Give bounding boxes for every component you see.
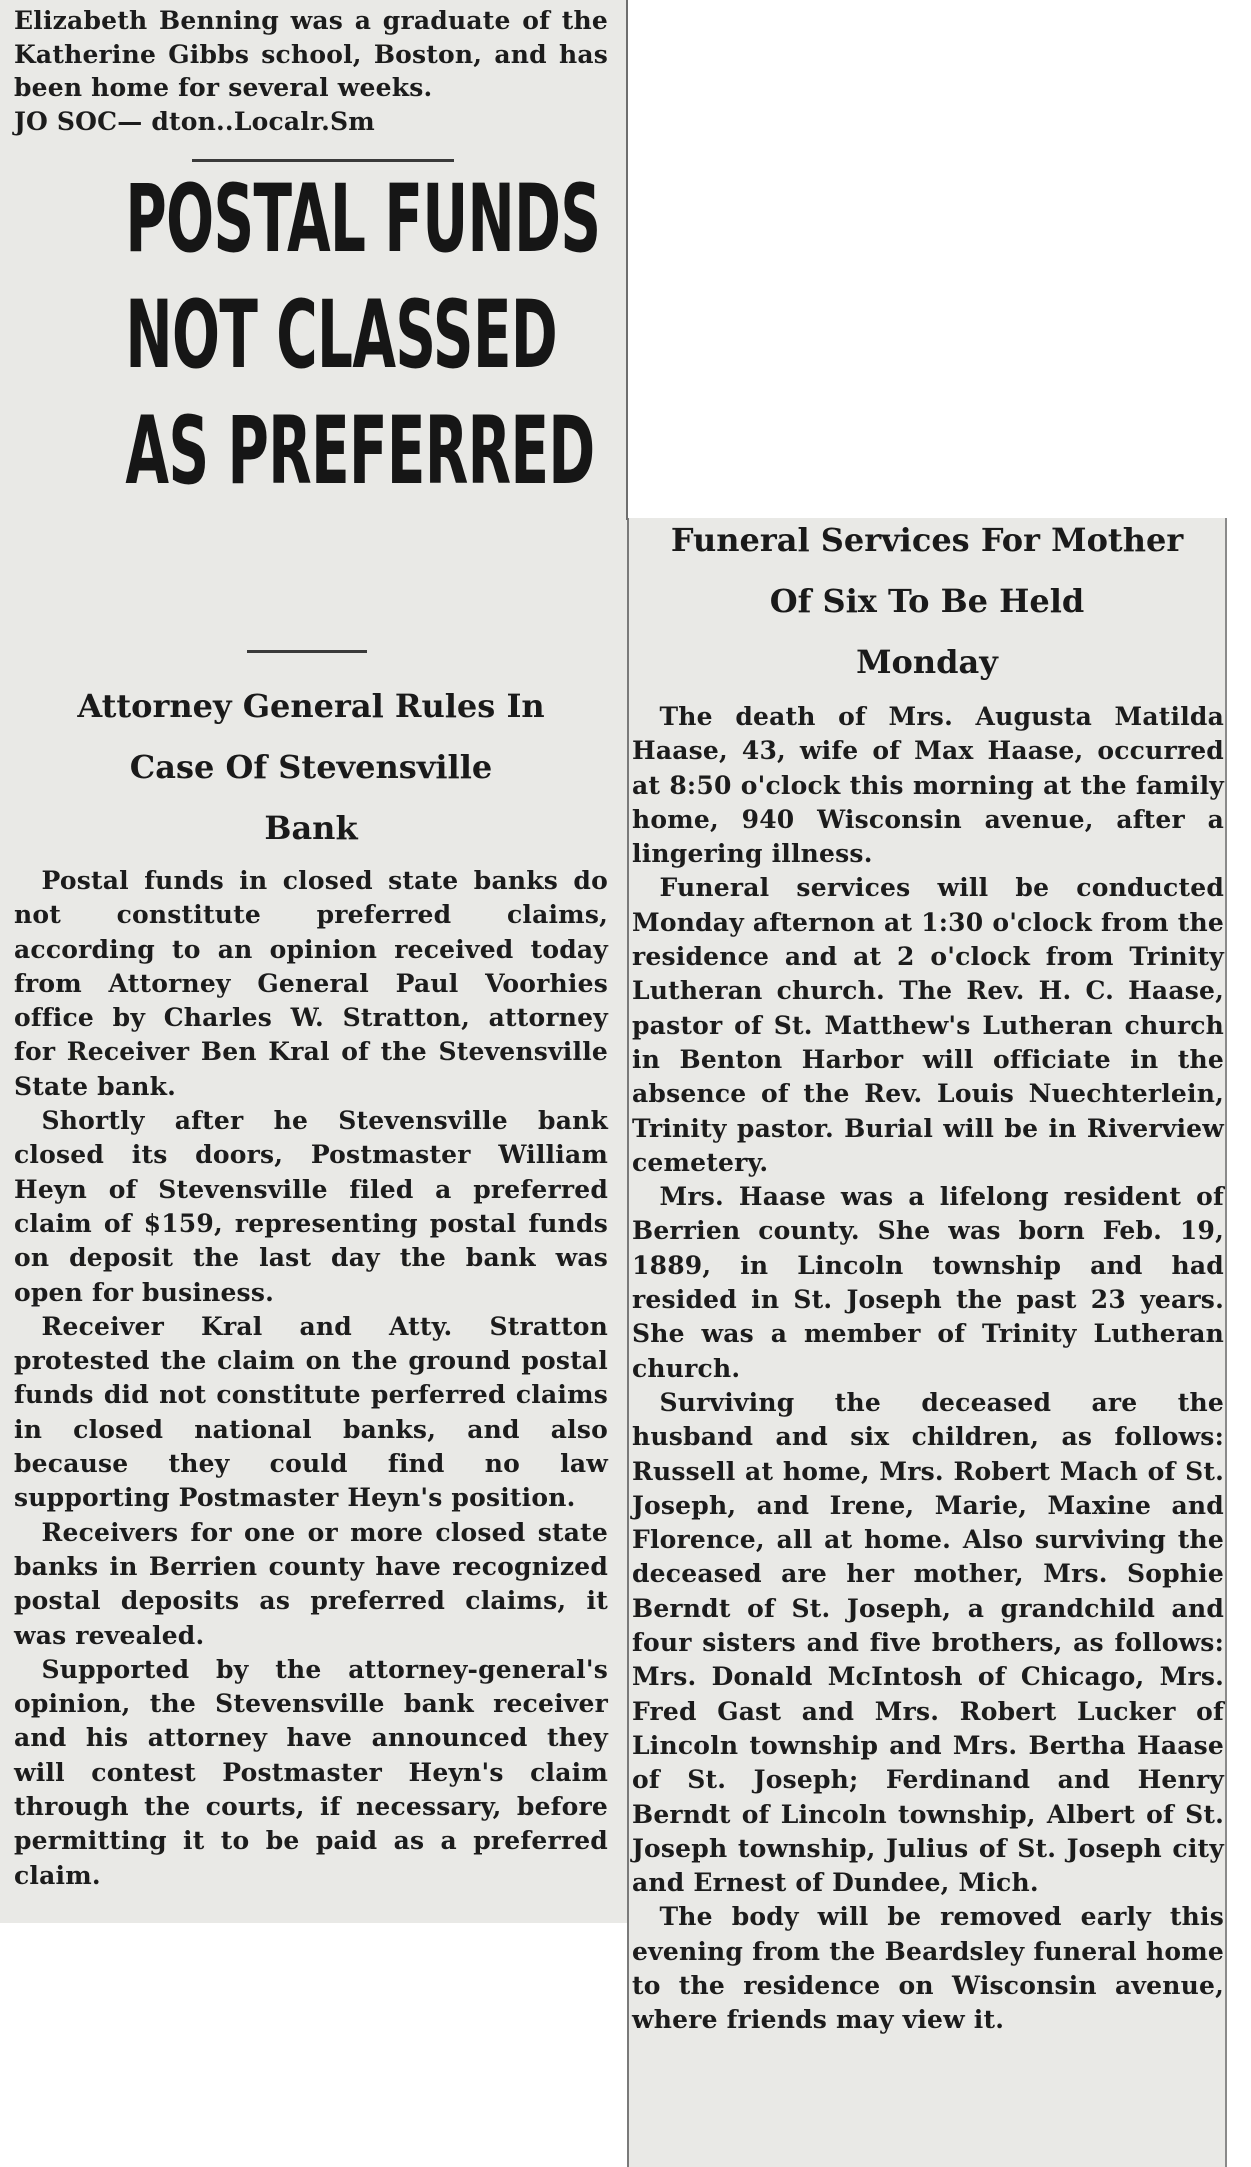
left-paragraph-3: Receiver Kral and Atty. Stratton protested the claim on the ground postal funds did not constitute perferred claims in closed national banks, and also because they could find no law supporting Postmaster Heyn's position.	[14, 1311, 608, 1513]
right-paragraph-5: The body will be removed early this evening from the Beardsley funeral home to the residence on Wisconsin avenue, where friends may view it.	[632, 1902, 1224, 2035]
left-subhead-line-3: Bank	[264, 809, 358, 847]
top-note-text: Elizabeth Benning was a graduate of the Katherine Gibbs school, Boston, and has been home for several weeks.	[14, 6, 608, 102]
left-paragraph-1: Postal funds in closed state banks do not constitute preferred claims, according to an opinion received today from Attorney General Paul Voorhies office by Charles W. Stratton, attorney for Receiver Ben Kral of the Stevensville State bank.	[14, 866, 608, 1101]
right-subhead-line-2: Of Six To Be Held	[769, 582, 1085, 620]
right-paragraph-2: Funeral services will be conducted Monday afternon at 1:30 o'clock from the residence and at 2 o'clock from Trinity Lutheran church. The Rev. H. C. Haase, pastor of St. Matthew's Lutheran church in Benton Harbor will officiate in the absence of the Rev. Louis Nuechterlein, Trinity pastor. Burial will be in Riverview cemetery.	[632, 873, 1224, 1177]
right-article-body	[632, 700, 1224, 2038]
headline	[125, 162, 601, 510]
right-paragraph-1: The death of Mrs. Augusta Matilda Haase, 43, wife of Max Haase, occurred at 8:50 o'clock this morning at the family home, 940 Wisconsin avenue, after a lingering illness.	[632, 702, 1224, 869]
right-subhead-line-1: Funeral Services For Mother	[670, 521, 1184, 559]
headline-bottom-rule	[247, 650, 367, 653]
column-divider	[626, 0, 628, 520]
right-subhead	[630, 510, 1224, 693]
left-subhead	[14, 676, 608, 859]
left-subhead-line-2: Case Of Stevensville	[129, 748, 493, 786]
left-subhead-line-1: Attorney General Rules In	[77, 687, 545, 725]
right-paragraph-3: Mrs. Haase was a lifelong resident of Berrien county. She was born Feb. 19, 1889, in Lincoln township and had resided in St. Joseph the past 23 years. She was a member of Trinity Lutheran church.	[632, 1182, 1224, 1383]
left-paragraph-2: Shortly after he Stevensville bank closed its doors, Postmaster William Heyn of Stevensville filed a preferred claim of $159, representing postal funds on deposit the last day the bank was open for business.	[14, 1106, 608, 1307]
left-article-body	[14, 864, 608, 1893]
left-paragraph-4: Receivers for one or more closed state banks in Berrien county have recognized postal deposits as preferred claims, it was revealed.	[14, 1517, 608, 1650]
headline-line-1: POSTAL FUNDS	[125, 165, 601, 274]
right-subhead-line-3: Monday	[856, 643, 998, 681]
right-paragraph-4: Surviving the deceased are the husband and six children, as follows: Russell at home, Mrs. Robert Mach of St. Joseph, and Irene, Marie, Maxine and Florence, all at home. Also surviving the deceased are her mother, Mrs. Sophie Berndt of St. Joseph, a grandchild and four sisters and five brothers, as follows: Mrs. Donald McIntosh of Chicago, Mrs. Fred Gast and Mrs. Robert Lucker of Lincoln township and Mrs. Bertha Haase of St. Joseph; Ferdinand and Henry Berndt of Lincoln township, Albert of St. Joseph township, Julius of St. Joseph city and Ernest of Dundee, Mich.	[632, 1387, 1224, 1898]
top-note	[14, 4, 608, 138]
headline-line-2: NOT CLASSED	[125, 281, 558, 390]
headline-line-3: AS PREFERRED	[125, 397, 595, 506]
top-note-slug: JO SOC— dton..Localr.Sm	[14, 106, 375, 136]
left-paragraph-5: Supported by the attorney-general's opinion, the Stevensville bank receiver and his attorney have announced they will contest Postmaster Heyn's claim through the courts, if necessary, before permitting it to be paid as a preferred claim.	[14, 1654, 608, 1890]
